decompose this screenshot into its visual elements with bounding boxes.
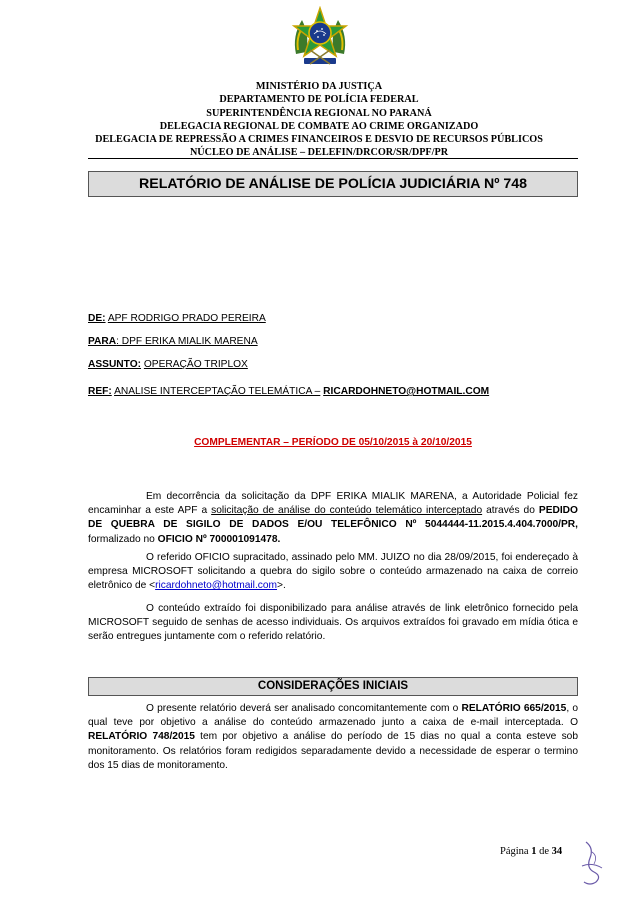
meta-subject-value: OPERAÇÃO TRIPLOX: [143, 359, 248, 370]
header-line-analysis-unit: NÚCLEO DE ANÁLISE – DELEFIN/DRCOR/SR/DPF/PR: [189, 147, 449, 159]
handwritten-signature-icon: [580, 838, 606, 888]
meta-reference-label: REF:: [88, 386, 112, 397]
c-text-c: , o qual teve por objetivo a análise do conteúdo armazenado junto a caixa de e-mail interceptada. O: [88, 703, 578, 729]
header-line-ministry: MINISTÉRIO DA JUSTIÇA: [255, 81, 383, 92]
meta-to-label: PARA: [88, 336, 117, 347]
p2-text-a: O referido OFICIO supracitado, assinado pelo MM. JUIZO no dia 28/09/2015, foi endereçado à empresa MICROSOFT solicitando a quebra do sigilo sobre o conteúdo armazenado na caixa de correio eletrônico de <: [88, 552, 578, 592]
p2-text-b: >.: [277, 580, 286, 592]
header-line-superintendency: SUPERINTENDÊNCIA REGIONAL NO PARANÁ: [206, 107, 432, 119]
target-email-link[interactable]: ricardohneto@hotmail.com: [155, 580, 278, 592]
footer-page-number: 1: [531, 846, 537, 857]
letterhead: [60, 80, 578, 160]
report-title: RELATÓRIO DE ANÁLISE DE POLÍCIA JUDICIÁRIA Nº 748: [88, 171, 578, 197]
page-footer: [500, 846, 562, 857]
complement-period: COMPLEMENTAR – PERÍODO DE 05/10/2015 à 20/10/2015: [194, 437, 472, 448]
meta-from-value: APF RODRIGO PRADO PEREIRA: [107, 313, 266, 324]
footer-page-total: 34: [551, 846, 563, 857]
p1-text-c: formalizado no: [88, 533, 155, 545]
meta-from-label: DE:: [88, 313, 106, 324]
paragraph-office: [88, 551, 578, 594]
paragraph-content: [88, 602, 578, 645]
meta-subject: [88, 359, 248, 370]
brazil-coat-of-arms-icon: [288, 6, 352, 70]
footer-of-word: de: [539, 846, 549, 857]
header-line-financial-crimes: DELEGACIA DE REPRESSÃO A CRIMES FINANCEIROS E DESVIO DE RECURSOS PÚBLICOS: [95, 134, 543, 146]
header-line-regional-office: DELEGACIA REGIONAL DE COMBATE AO CRIME ORGANIZADO: [159, 120, 479, 132]
p1-bold-request: PEDIDO DE QUEBRA DE SIGILO DE DADOS E/OU TELEFÔNICO Nº 5044444-11.2015.4.404.7000/PR,: [88, 505, 578, 531]
meta-subject-label: ASSUNTO:: [88, 359, 142, 370]
c-bold-report-748: RELATÓRIO 748/2015: [88, 731, 195, 743]
paragraph-considerations: [88, 702, 578, 773]
p1-text-b: através do: [486, 505, 535, 517]
meta-reference-email: RICARDOHNETO@HOTMAIL.COM: [323, 386, 490, 397]
section-title-initial-considerations: CONSIDERAÇÕES INICIAIS: [88, 677, 578, 696]
footer-page-word: Página: [500, 846, 529, 857]
meta-to: [88, 336, 258, 347]
p3-text: O conteúdo extraído foi disponibilizado para análise através de link eletrônico fornecido pela MICROSOFT seguido de senhas de acesso individuais. Os arquivos extraídos foi gravado em mídia ótica e serão entregues juntamente com o referido relatório.: [88, 603, 578, 643]
p1-text-a: Em decorrência da solicitação da DPF ERIKA MIALIK MARENA, a Autoridade Policial fez encaminhar a este APF a: [88, 491, 578, 517]
paragraph-request: [88, 490, 578, 547]
c-text-e: tem por objetivo a análise do período de 15 dias no qual a conta esteve sob monitoramento. Os relatórios foram redigidos separadamente devido a necessidade de esperar o termino dos 15 dias de monitoramento.: [88, 731, 578, 771]
header-divider: [88, 158, 578, 159]
meta-reference: [88, 386, 489, 397]
p1-bold-office: OFICIO Nº 700001091478.: [157, 533, 281, 545]
meta-to-value: : DPF ERIKA MIALIK MARENA: [116, 336, 258, 347]
c-text-a: O presente relatório deverá ser analisado concomitantemente com o: [146, 703, 459, 714]
c-bold-report-665: RELATÓRIO 665/2015: [461, 703, 567, 714]
p1-link-request: solicitação de análise do conteúdo telemático interceptado: [211, 505, 483, 517]
meta-reference-value: ANALISE INTERCEPTAÇÃO TELEMÁTICA –: [114, 386, 321, 397]
meta-from: [88, 313, 266, 324]
header-line-department: DEPARTAMENTO DE POLÍCIA FEDERAL: [219, 94, 419, 106]
